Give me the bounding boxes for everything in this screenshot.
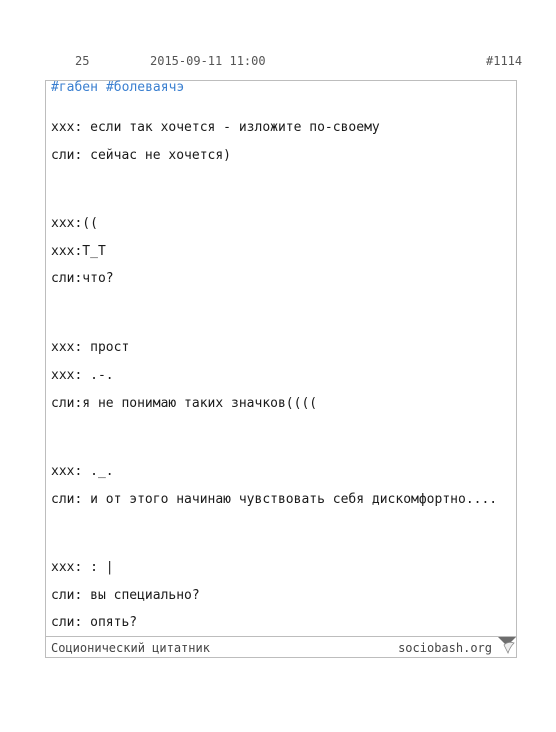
quote-line: сли: опять? xyxy=(51,615,138,630)
quote-line: xxx:(( xyxy=(51,216,98,231)
quote-line: сли: и от этого начинаю чувствовать себя дискомфортно.... xyxy=(51,492,498,507)
tag-link[interactable]: #болеваячэ xyxy=(105,80,185,95)
site-name: Соционический цитатник xyxy=(51,641,210,655)
quote-line: xxx:T_T xyxy=(51,244,106,259)
quote-rating: 25 xyxy=(75,54,90,68)
quote-line: xxx: .-. xyxy=(51,368,114,383)
tag-list xyxy=(51,80,192,95)
quote-line: xxx: : | xyxy=(51,560,114,575)
tag-link[interactable]: #габен xyxy=(51,80,98,95)
quote-box xyxy=(45,80,517,637)
site-url-link[interactable]: sociobash.org xyxy=(398,641,492,655)
quote-line: xxx: ._. xyxy=(51,464,114,479)
quote-line: xxx: если так хочется - изложите по-своему xyxy=(51,120,380,135)
quote-footer xyxy=(45,636,517,658)
quote-id-link[interactable]: #1114 xyxy=(486,54,523,68)
quote-line: сли:я не понимаю таких значков(((( xyxy=(51,396,318,411)
quote-line: сли: сейчас не хочется) xyxy=(51,148,232,163)
quote-line: сли: вы специально? xyxy=(51,588,200,603)
quote-line: сли:что? xyxy=(51,271,114,286)
quote-line: xxx: прост xyxy=(51,340,130,355)
page-curl-icon xyxy=(496,637,516,657)
quote-date: 2015-09-11 11:00 xyxy=(150,54,266,68)
